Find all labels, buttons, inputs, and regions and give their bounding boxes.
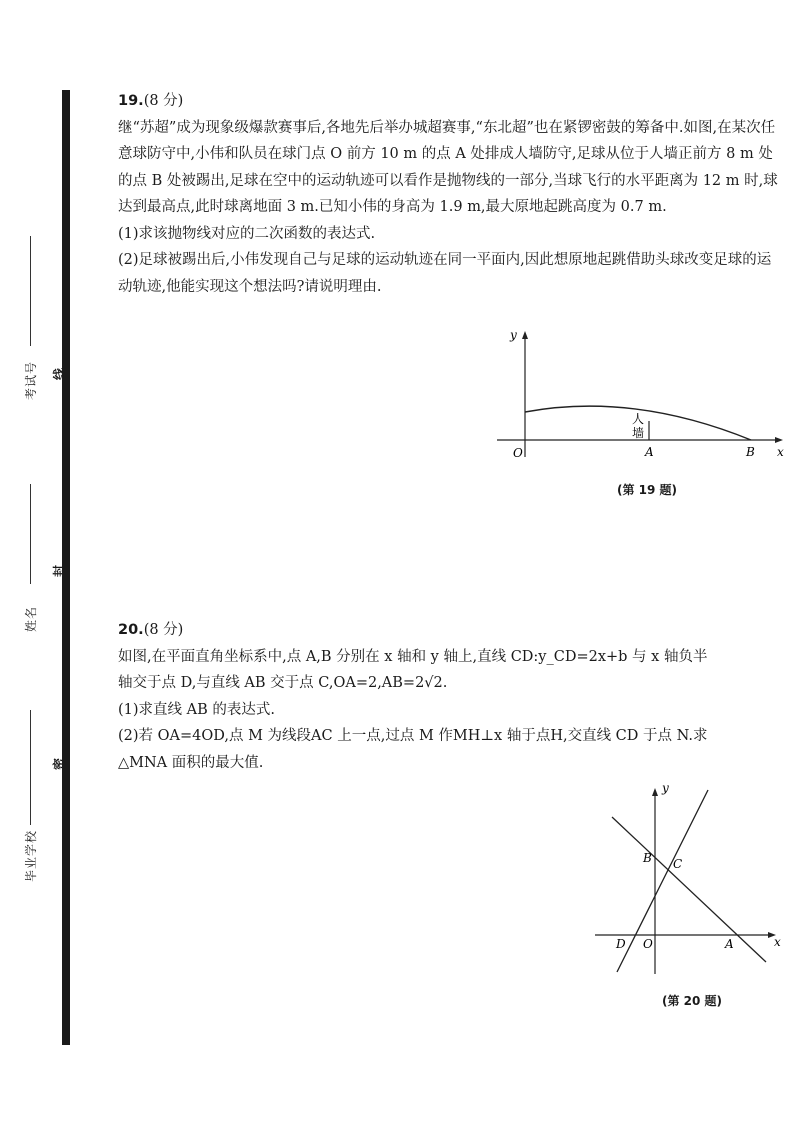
fig20-x-label: x <box>774 935 781 949</box>
fig19-x-arrow <box>775 437 783 443</box>
question-20-score: (8 分) <box>143 622 184 638</box>
fig20-y-arrow <box>652 788 658 796</box>
question-20 <box>118 617 780 776</box>
question-20-line-1: 如图,在平面直角坐标系中,点 A,B 分别在 x 轴和 y 轴上,直线 CD:y_CD=2x+b 与 x 轴负半 <box>118 648 708 665</box>
figure-20 <box>590 782 790 982</box>
question-19-header <box>118 88 780 115</box>
question-19 <box>118 88 780 300</box>
fig19-point-a-label: A <box>645 445 654 459</box>
seal-line-mark: 线 <box>52 366 66 380</box>
fig19-origin-label: O <box>513 446 523 460</box>
question-19-number: 19. <box>118 93 144 109</box>
question-19-part-2: (2)足球被踢出后,小伟发现自己与足球的运动轨迹在同一平面内,因此想原地起跳借助头球改变足球的运动轨迹,他能实现这个想法吗?请说明理由. <box>118 252 772 295</box>
name-label: 姓名 <box>24 605 38 632</box>
fig19-y-arrow <box>522 331 528 339</box>
question-20-part-2b: △MNA 面积的最大值. <box>118 754 264 771</box>
figure-19-caption: (第 19 题) <box>617 483 678 497</box>
exam-no-label: 考试号 <box>24 360 38 400</box>
fig19-x-label: x <box>777 445 784 459</box>
fig20-point-a-label: A <box>725 937 734 951</box>
fig19-wall-label-2: 墙 <box>632 426 645 440</box>
seal-mi-mark: 密 <box>52 756 66 770</box>
question-19-part-1: (1)求该抛物线对应的二次函数的表达式. <box>118 225 376 242</box>
fig20-line-ab <box>612 817 766 962</box>
question-20-line-2: 轴交于点 D,与直线 AB 交于点 C,OA=2,AB=2√2. <box>118 675 448 691</box>
fig20-point-d-label: D <box>616 937 626 951</box>
question-19-score: (8 分) <box>143 93 184 109</box>
question-20-part-1: (1)求直线 AB 的表达式. <box>118 701 275 718</box>
school-label: 毕业学校 <box>24 829 38 882</box>
fig20-point-b-label: B <box>643 851 652 865</box>
name-underline <box>30 484 31 584</box>
fig20-point-c-label: C <box>673 857 683 871</box>
seal-feng-mark: 封 <box>52 563 66 577</box>
fig19-wall-label-1: 人 <box>632 412 645 426</box>
figure-20-caption: (第 20 题) <box>662 994 723 1008</box>
question-20-part-2a: (2)若 OA=4OD,点 M 为线段AC 上一点,过点 M 作MH⊥x 轴于点H,交直线 CD 于点 N.求 <box>118 728 708 744</box>
fig20-y-label: y <box>662 782 669 795</box>
figure-19 <box>495 325 795 470</box>
question-19-stem: 继“苏超”成为现象级爆款赛事后,各地先后举办城超赛事,“东北超”也在紧锣密鼓的筹备中.如图,在某次任意球防守中,小伟和队员在球门点 O 前方 10 m 的点 A 处排成人墙防守,足球从位于人墙正前方 8 m 处的点 B 处被踢出,足球在空中的运动轨迹可以看作是抛物线的一部分,当球飞行的水平距离为 12 m 时,球达到最高点,此时球离地面 3 m.已知小伟的身高为 1.9 m,最大原地起跳高度为 0.7 m. <box>118 119 778 215</box>
fig19-y-label: y <box>510 328 517 342</box>
fig20-origin-label: O <box>643 937 653 951</box>
fig20-line-cd <box>617 790 708 972</box>
fig19-point-b-label: B <box>746 445 755 459</box>
question-20-number: 20. <box>118 622 144 638</box>
question-20-header <box>118 617 780 644</box>
exam-no-underline <box>30 236 31 346</box>
school-underline <box>30 710 31 825</box>
